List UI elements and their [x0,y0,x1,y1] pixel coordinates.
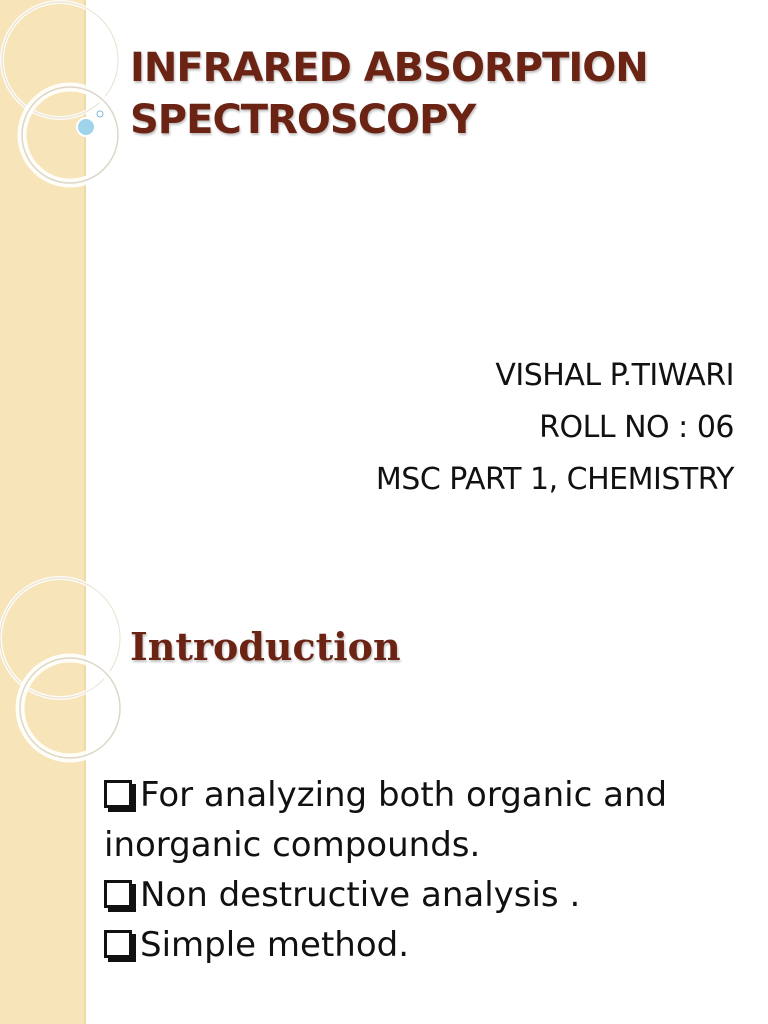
roll-number: ROLL NO : 06 [539,410,734,445]
list-item [104,870,724,920]
course: MSC PART 1, CHEMISTRY [375,462,734,497]
bullet-text: For analyzing both organic and inorganic compounds. [104,775,668,865]
introduction-slide [0,512,768,1024]
checkbox-square-icon [104,930,132,958]
bullet-list [104,770,724,970]
bullet-text: Non destructive analysis . [140,875,581,915]
title-line-2: SPECTROSCOPY [130,97,476,143]
checkbox-square-icon [104,880,132,908]
checkbox-square-icon [104,780,132,808]
list-item [104,770,724,870]
title-line-1: INFRARED ABSORPTION [130,45,648,91]
author-name: VISHAL P.TIWARI [495,358,734,393]
list-item [104,920,724,970]
slide-heading: Introduction [130,624,401,669]
presentation-title [130,42,750,146]
bullet-text: Simple method. [140,925,410,965]
